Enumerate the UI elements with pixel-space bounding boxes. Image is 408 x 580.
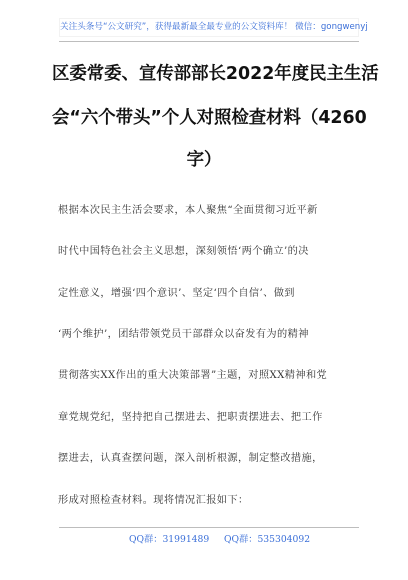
body-line-1: 根据本次民主生活会要求，本人聚焦“全面贯彻习近平新: [58, 205, 318, 216]
body-line-4: ‘两个维护’，团结带领党员干部群众以奋发有为的精神: [58, 329, 309, 340]
body-line-3: 定性意义，增强‘四个意识’、坚定‘四个自信’、做到: [58, 288, 295, 299]
body-line-8: 形成对照检查材料。现将情况汇报如下：: [58, 495, 249, 506]
footer-divider: [59, 527, 359, 528]
header-divider: [59, 41, 359, 42]
document-title-line-3: 字）: [186, 150, 222, 170]
body-line-2: 时代中国特色社会主义思想，深刻领悟‘两个确立’的决: [58, 246, 309, 257]
document-title-line-1: 区委常委、宣传部部长2022年度民主生活: [52, 64, 379, 84]
body-line-7: 摆进去，认真查摆问题，深入剖析根源，制定整改措施，: [58, 453, 323, 464]
body-line-5: 贯彻落实XX作出的重大决策部署”主题，对照XX精神和党: [58, 370, 328, 381]
header-banner: 关注头条号“公文研究”，获得最新最全最专业的公文资料库！ 微信：gongwenyj: [59, 18, 359, 37]
footer-qq-group-2: QQ群：535304092: [224, 534, 311, 545]
body-line-6: 章党规党纪，坚持把自己摆进去、把职责摆进去、把工作: [58, 412, 323, 423]
document-title-line-2: 会“六个带头”个人对照检查材料（4260: [52, 108, 367, 128]
footer-qq-group-1: QQ群：31991489: [129, 534, 210, 545]
